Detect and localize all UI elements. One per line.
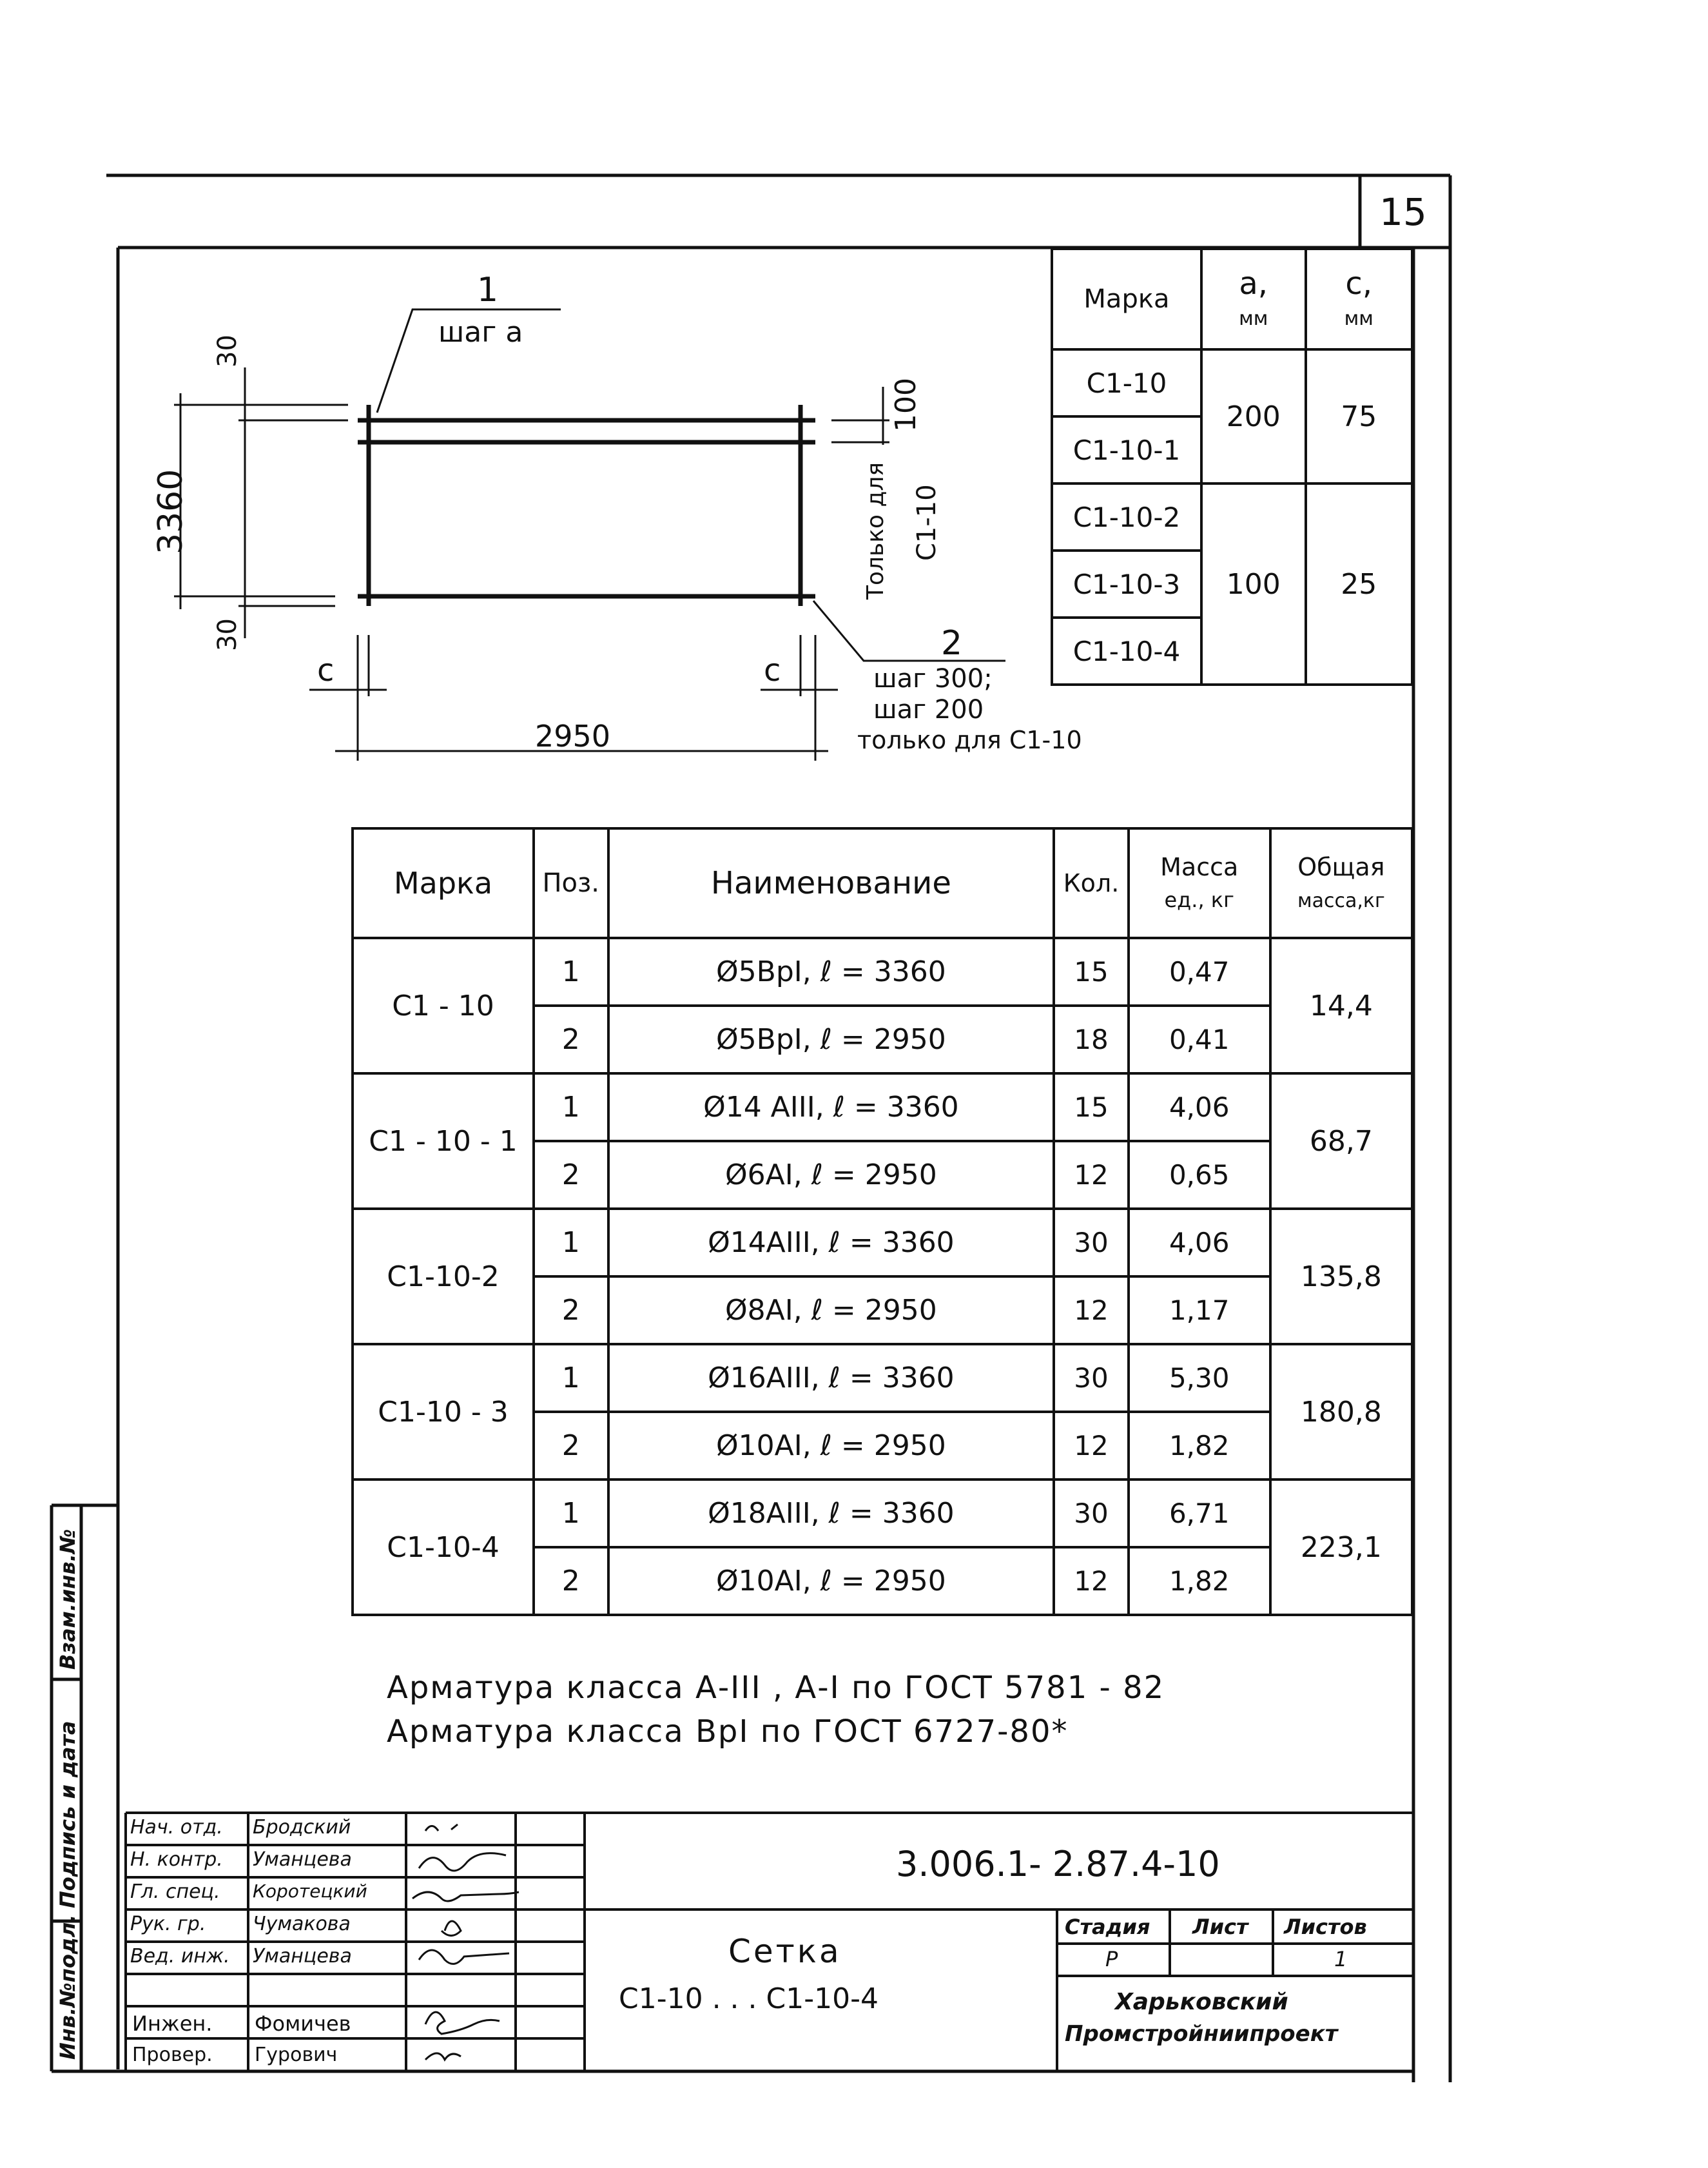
tb-role: Нач. отд. [130,1816,223,1839]
dim-100: 100 [889,378,922,432]
dim-c-right: c [764,652,781,688]
spec-name: Ø14АIII, ℓ = 3360 [608,1209,1054,1276]
spec-qty: 12 [1054,1547,1128,1615]
only-for-line2: С1-10 [912,484,942,561]
spec-total: 14,4 [1270,938,1412,1073]
tb-role: Провер. [132,2044,213,2066]
spec-pos: 2 [534,1547,608,1615]
spec-mark: С1-10-2 [353,1209,534,1344]
spec-mark: С1-10-4 [353,1480,534,1615]
note-line-2: Арматура класса ВрI по ГОСТ 6727-80* [387,1714,1069,1750]
mark-cell: С1-10-2 [1052,483,1201,551]
spec-qty: 12 [1054,1276,1128,1344]
spec-pos: 1 [534,1073,608,1141]
tb-name: Фомичев [255,2011,351,2036]
spec-mass: 1,82 [1129,1412,1270,1480]
spec-name: Ø8АI, ℓ = 2950 [608,1276,1054,1344]
tb-name: Гурович [255,2044,338,2066]
spec-pos: 2 [534,1276,608,1344]
stage-value: Р [1105,1947,1118,1971]
mark-cell: С1-10-4 [1052,618,1201,685]
spec-qty: 30 [1054,1480,1128,1547]
spec-total: 223,1 [1270,1480,1412,1615]
tb-name: Уманцева [253,1945,352,1968]
spec-mark: С1 - 10 [353,938,534,1073]
spec-pos: 2 [534,1412,608,1480]
only-for-line1: Только для [862,462,889,600]
spec-total: 135,8 [1270,1209,1412,1344]
dim-3360: 3360 [151,469,190,554]
group2-a: 100 [1201,483,1306,685]
spec-qty: 18 [1054,1006,1128,1073]
spec-mass: 5,30 [1129,1344,1270,1412]
spec-mass: 0,65 [1129,1141,1270,1209]
group2-c: 25 [1306,483,1413,685]
sheet-number: 15 [1379,190,1427,234]
tb-name: Бродский [253,1816,351,1839]
spec-qty: 30 [1054,1209,1128,1276]
org-line-1: Харьковский [1115,1989,1288,2015]
spec-pos: 1 [534,938,608,1006]
spec-name: Ø10АI, ℓ = 2950 [608,1412,1054,1480]
spec-mark: С1-10 - 3 [353,1344,534,1480]
spec-name: Ø14 АIII, ℓ = 3360 [608,1073,1054,1141]
spec-pos: 1 [534,1480,608,1547]
sheets-value: 1 [1334,1947,1348,1971]
spec-mass: 4,06 [1129,1209,1270,1276]
spec-mass: 1,82 [1129,1547,1270,1615]
group1-a: 200 [1201,349,1306,483]
group1-c: 75 [1306,349,1413,483]
side-stamp-inv: Инв.№подл. [55,1914,80,2060]
tb-role: Вед. инж. [130,1945,230,1968]
mark-cell: С1-10 [1052,349,1201,416]
spec-qty: 15 [1054,938,1128,1006]
dim-2950: 2950 [535,719,611,754]
spec-mass: 0,41 [1129,1006,1270,1073]
note-line-1: Арматура класса А-III , А-I по ГОСТ 5781 - 82 [387,1670,1165,1706]
dim-c-left: c [317,652,335,688]
title-line-2: С1-10 . . . С1-10-4 [619,1982,878,2015]
pos2-step-3: только для С1-10 [857,726,1082,754]
spec-h-mass: Масса ед., кг [1129,828,1270,938]
tb-role: Н. контр. [130,1848,223,1871]
side-stamp-sign: Подпись и дата [55,1721,80,1908]
dim-30-bottom: 30 [213,618,242,651]
sheet-label: Лист [1192,1915,1248,1939]
sheets-label: Листов [1284,1915,1367,1939]
tb-name: Уманцева [253,1848,352,1871]
mark-header: Марка [1052,249,1201,349]
spec-name: Ø5ВрI, ℓ = 2950 [608,1006,1054,1073]
tb-name: Чумакова [253,1913,351,1935]
spec-mass: 6,71 [1129,1480,1270,1547]
pos2-label: 2 [941,624,963,663]
spec-h-name: Наименование [608,828,1054,938]
pos1-label: 1 [477,271,499,309]
dim-30-top: 30 [213,335,242,367]
spec-name: Ø18АIII, ℓ = 3360 [608,1480,1054,1547]
spec-pos: 1 [534,1209,608,1276]
spec-name: Ø10АI, ℓ = 2950 [608,1547,1054,1615]
spec-name: Ø16АIII, ℓ = 3360 [608,1344,1054,1412]
spec-pos: 2 [534,1141,608,1209]
stage-label: Стадия [1065,1915,1150,1939]
side-stamp-replace: Взам.инв.№ [55,1528,80,1670]
title-line-1: Сетка [728,1933,842,1970]
doc-code: 3.006.1- 2.87.4-10 [896,1844,1220,1884]
spec-qty: 30 [1054,1344,1128,1412]
spec-h-pos: Поз. [534,828,608,938]
spec-qty: 12 [1054,1412,1128,1480]
c-header: c, мм [1306,249,1413,349]
spec-h-mark: Марка [353,828,534,938]
spec-total: 68,7 [1270,1073,1412,1209]
a-header: a, мм [1201,249,1306,349]
spec-h-qty: Кол. [1054,828,1128,938]
spec-qty: 12 [1054,1141,1128,1209]
spec-pos: 2 [534,1006,608,1073]
spec-pos: 1 [534,1344,608,1412]
tb-role: Рук. гр. [130,1913,206,1935]
spec-name: Ø5ВрI, ℓ = 3360 [608,938,1054,1006]
pos2-step-2: шаг 200 [873,695,984,725]
tb-role: Гл. спец. [130,1880,220,1903]
spec-qty: 15 [1054,1073,1128,1141]
spec-h-total: Общая масса,кг [1270,828,1412,938]
tb-role: Инжен. [132,2011,213,2036]
spec-mark: С1 - 10 - 1 [353,1073,534,1209]
org-line-2: Промстройниипроект [1065,2021,1338,2047]
tb-name: Коротецкий [253,1880,367,1902]
spec-mass: 0,47 [1129,938,1270,1006]
mark-cell: С1-10-3 [1052,551,1201,618]
spec-total: 180,8 [1270,1344,1412,1480]
pos1-step: шаг a [438,316,523,349]
spec-name: Ø6АI, ℓ = 2950 [608,1141,1054,1209]
pos2-step-1: шаг 300; [873,664,993,694]
mark-cell: С1-10-1 [1052,416,1201,483]
spec-mass: 4,06 [1129,1073,1270,1141]
spec-mass: 1,17 [1129,1276,1270,1344]
